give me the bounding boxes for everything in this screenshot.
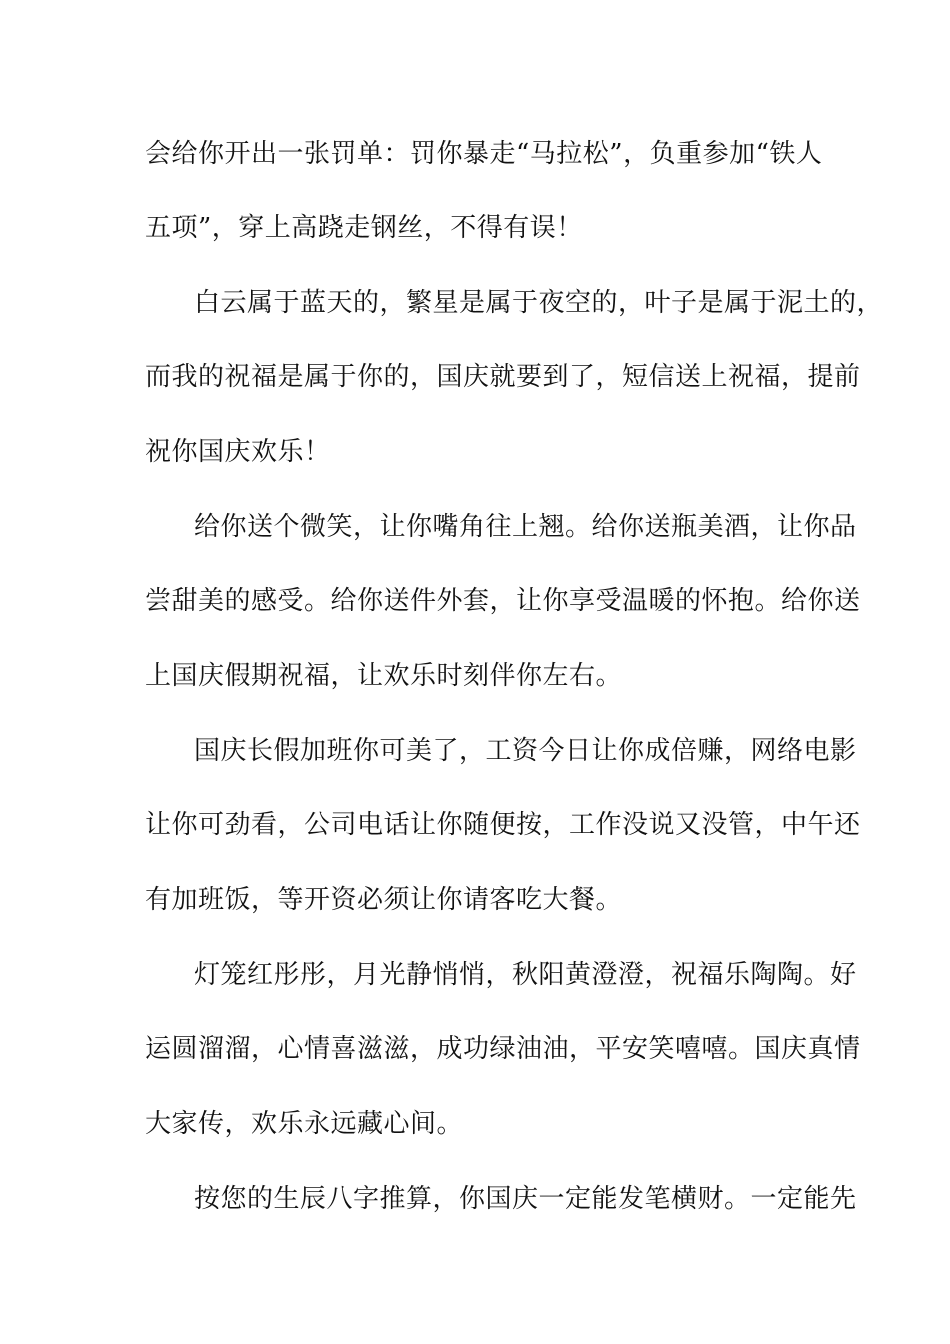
text-line: 让你可劲看，公司电话让你随便按，工作没说又没管，中午还 [145, 810, 861, 840]
text-line: 五项”，穿上高跷走钢丝，不得有误！ [145, 213, 583, 243]
text-line: 祝你国庆欢乐！ [145, 437, 331, 467]
paragraph-first-line: 灯笼红彤彤，月光静悄悄，秋阳黄澄澄，祝福乐陶陶。好 [194, 960, 857, 990]
text-line: 上国庆假期祝福，让欢乐时刻伴你左右。 [145, 661, 623, 691]
paragraph-first-line: 按您的生辰八字推算，你国庆一定能发笔横财。一定能先 [194, 1184, 857, 1214]
text-line: 大家传，欢乐永远藏心间。 [145, 1109, 464, 1139]
paragraph-first-line: 给你送个微笑，让你嘴角往上翘。给你送瓶美酒，让你品 [194, 512, 857, 542]
text-line: 而我的祝福是属于你的，国庆就要到了，短信送上祝福，提前 [145, 362, 861, 392]
text-line: 有加班饭，等开资必须让你请客吃大餐。 [145, 885, 623, 915]
text-line: 尝甜美的感受。给你送件外套，让你享受温暖的怀抱。给你送 [145, 586, 861, 616]
paragraph-first-line: 国庆长假加班你可美了，工资今日让你成倍赚，网络电影 [194, 736, 857, 766]
text-line: 运圆溜溜，心情喜滋滋，成功绿油油，平安笑嘻嘻。国庆真情 [145, 1034, 861, 1064]
text-line: 会给你开出一张罚单：罚你暴走“马拉松”，负重参加“铁人 [145, 139, 823, 169]
paragraph-first-line: 白云属于蓝天的，繁星是属于夜空的，叶子是属于泥土的， [194, 288, 884, 318]
